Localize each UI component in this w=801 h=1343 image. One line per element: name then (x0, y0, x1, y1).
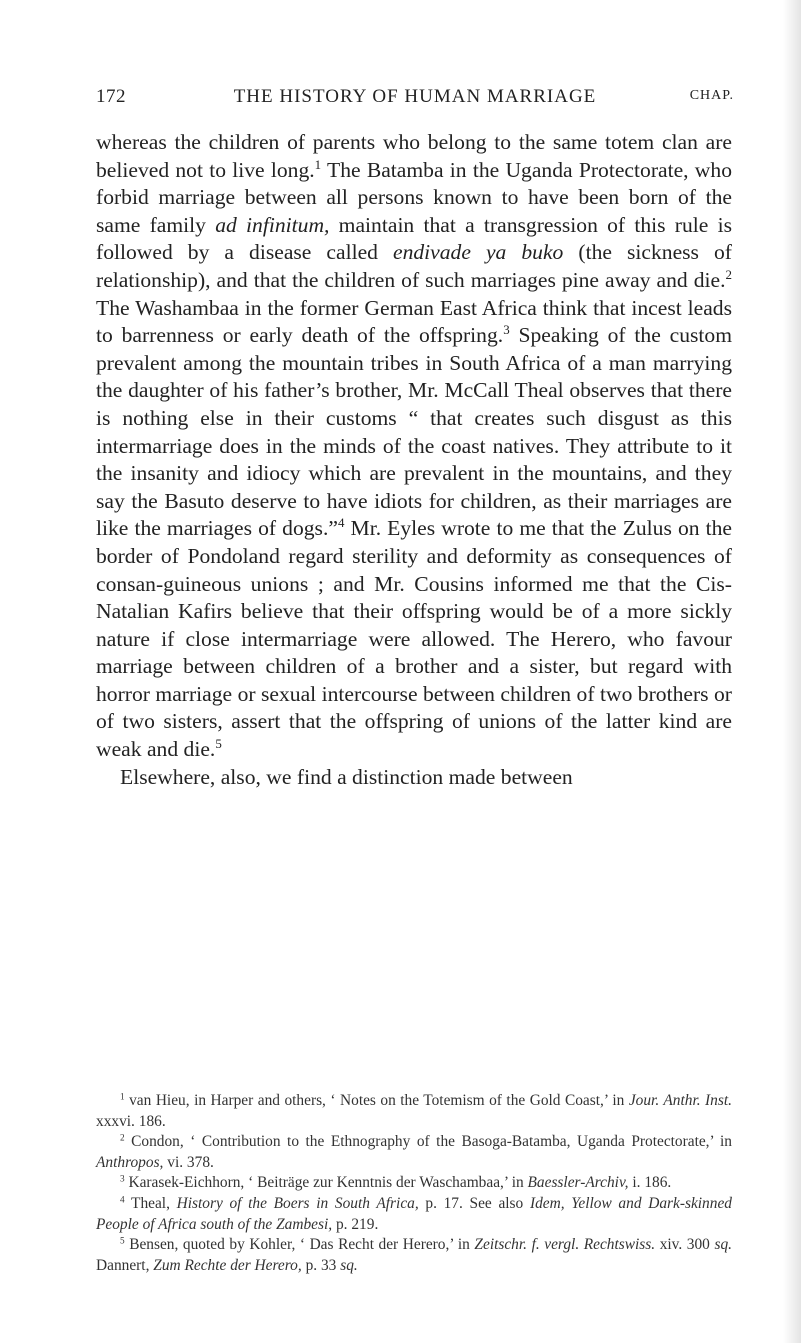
footnote-ref: 2 (725, 267, 732, 283)
footnote: $^2$ Condon, ‘ Contribution to the Ethnography of the Basoga-Batamba, Uganda Protectorate,’ in Anthropos, vi. 378. (96, 1132, 732, 1171)
footnote-ref: 3 (503, 322, 510, 338)
page-edge-shadow (783, 0, 801, 1343)
running-header (96, 86, 734, 116)
footnote-ref: 4 (337, 515, 345, 531)
running-title: THE HISTORY OF HUMAN MARRIAGE (233, 86, 597, 107)
footnote: $^5$ Bensen, quoted by Kohler, ‘ Das Recht der Herero,’ in Zeitschr. f. vergl. Rechtswiss. xiv. 300 sq. Dannert, Zum Rechte der Herero, p. 33 sq. (96, 1235, 732, 1274)
footnote: $^1$ van Hieu, in Harper and others, ‘ Notes on the Totemism of the Gold Coast,’ in Jour. Anthr. Inst. xxxvi. 186. (96, 1091, 732, 1130)
footnote: $^3$ Karasek-Eichhorn, ‘ Beiträge zur Kenntnis der Waschambaa,’ in Baessler-Archiv, i. 186. (120, 1173, 672, 1192)
paragraph: whereas the children of parents who belong to the same totem clan are believed not to live long.$^1$ The Batamba in the Uganda Protectorate, who forbid marriage between all persons known to have been born of the same family ad infinitum, maintain that a transgression of this rule is followed by a disease called endivade ya buko (the sickness of relationship), and that the children of such marriages pine away and die.$^2$ The Washambaa in the former German East Africa think that incest leads to barrenness or early death of the offspring.$^3$ Speaking of the custom prevalent among the mountain tribes in South Africa of a man marrying the daughter of his father’s brother, Mr. McCall Theal observes that there is nothing else in their customs “ that creates such disgust as this intermarriage does in the minds of the coast natives. They attribute to it the insanity and idiocy which are prevalent in the mountains, and they say the Basuto deserve to have idiots for children, as their marriages are like the marriages of dogs.”$^4$ Mr. Eyles wrote to me that the Zulus on the border of Pondoland regard sterility and deformity as consequences of consan-guineous unions ; and Mr. Cousins informed me that the Cis-Natalian Kafirs believe that their offspring would be of a more sickly nature if close intermarriage were allowed. The Herero, who favour marriage between children of a brother and a sister, but regard with horror marriage or sexual intercourse between children of two brothers or of two sisters, assert that the offspring of unions of the latter kind are weak and die.$^5$ (96, 130, 733, 762)
page-number: 172 (96, 86, 126, 107)
footnote-ref: 5 (215, 736, 222, 752)
paragraph: Elsewhere, also, we find a distinction made between (120, 764, 573, 789)
chapter-label: CHAP. (689, 88, 734, 103)
footnote: $^4$ Theal, History of the Boers in South Africa, p. 17. See also Idem, Yellow and Dark-skinned People of Africa south of the Zambesi, p. 219. (96, 1194, 732, 1233)
main-text (96, 129, 732, 791)
footnotes (96, 1091, 732, 1276)
footnote-ref: 1 (314, 156, 322, 172)
